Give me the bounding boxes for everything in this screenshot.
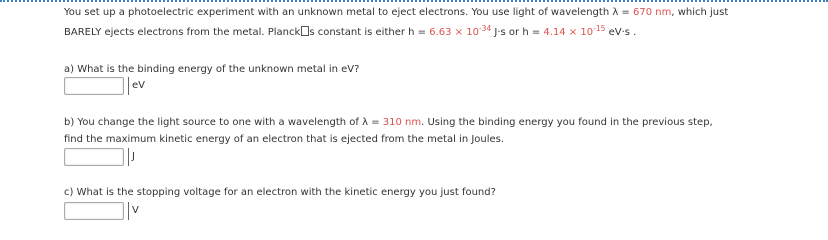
intro-line2-text-a: BARELY ejects electrons from the metal. Planck xyxy=(64,27,301,38)
planck-ev-exponent: -15 xyxy=(593,24,606,33)
problem-intro-line-2 xyxy=(64,26,636,40)
part-b-question-line-2: find the maximum kinetic energy of an electron that is ejected from the metal in Joules. xyxy=(64,134,505,145)
planck-joule-value xyxy=(429,24,492,38)
part-c-question: c) What is the stopping voltage for an electron with the kinetic energy you just found? xyxy=(64,187,496,198)
planck-joule-unit: J·s or h = xyxy=(491,27,544,38)
planck-ev-unit: eV·s . xyxy=(605,27,637,38)
top-dotted-border xyxy=(0,0,828,4)
part-a-question: a) What is the binding energy of the unknown metal in eV? xyxy=(64,64,360,75)
planck-ev-mantissa: 4.14 × 10 xyxy=(543,27,594,38)
planck-ev-value xyxy=(543,24,606,38)
part-b-unit: J xyxy=(128,148,135,166)
missing-glyph-icon xyxy=(301,26,309,36)
planck-joule-exponent: -34 xyxy=(478,24,492,33)
part-b-text-b: . Using the binding energy you found in the previous step, xyxy=(421,117,713,128)
intro-text-1: You set up a photoelectric experiment with an unknown metal to eject electrons. You use light of wavelength λ = xyxy=(64,7,633,18)
wavelength-2: 310 nm xyxy=(382,117,422,128)
part-c-unit: V xyxy=(128,202,139,220)
intro-text-2: , which just xyxy=(671,7,729,18)
part-a-unit: eV xyxy=(128,77,145,95)
part-b-answer-input[interactable] xyxy=(64,148,124,166)
wavelength-1: 670 nm xyxy=(632,7,672,18)
part-c-answer-input[interactable] xyxy=(64,202,124,220)
planck-joule-mantissa: 6.63 × 10 xyxy=(429,27,479,38)
part-a-answer-input[interactable] xyxy=(64,77,124,95)
problem-intro-line-1 xyxy=(64,6,728,20)
intro-line2-text-b: s constant is either h = xyxy=(309,27,430,38)
part-b-question-line-1 xyxy=(64,116,713,130)
part-b-text-a: b) You change the light source to one with a wavelength of λ = xyxy=(64,117,383,128)
